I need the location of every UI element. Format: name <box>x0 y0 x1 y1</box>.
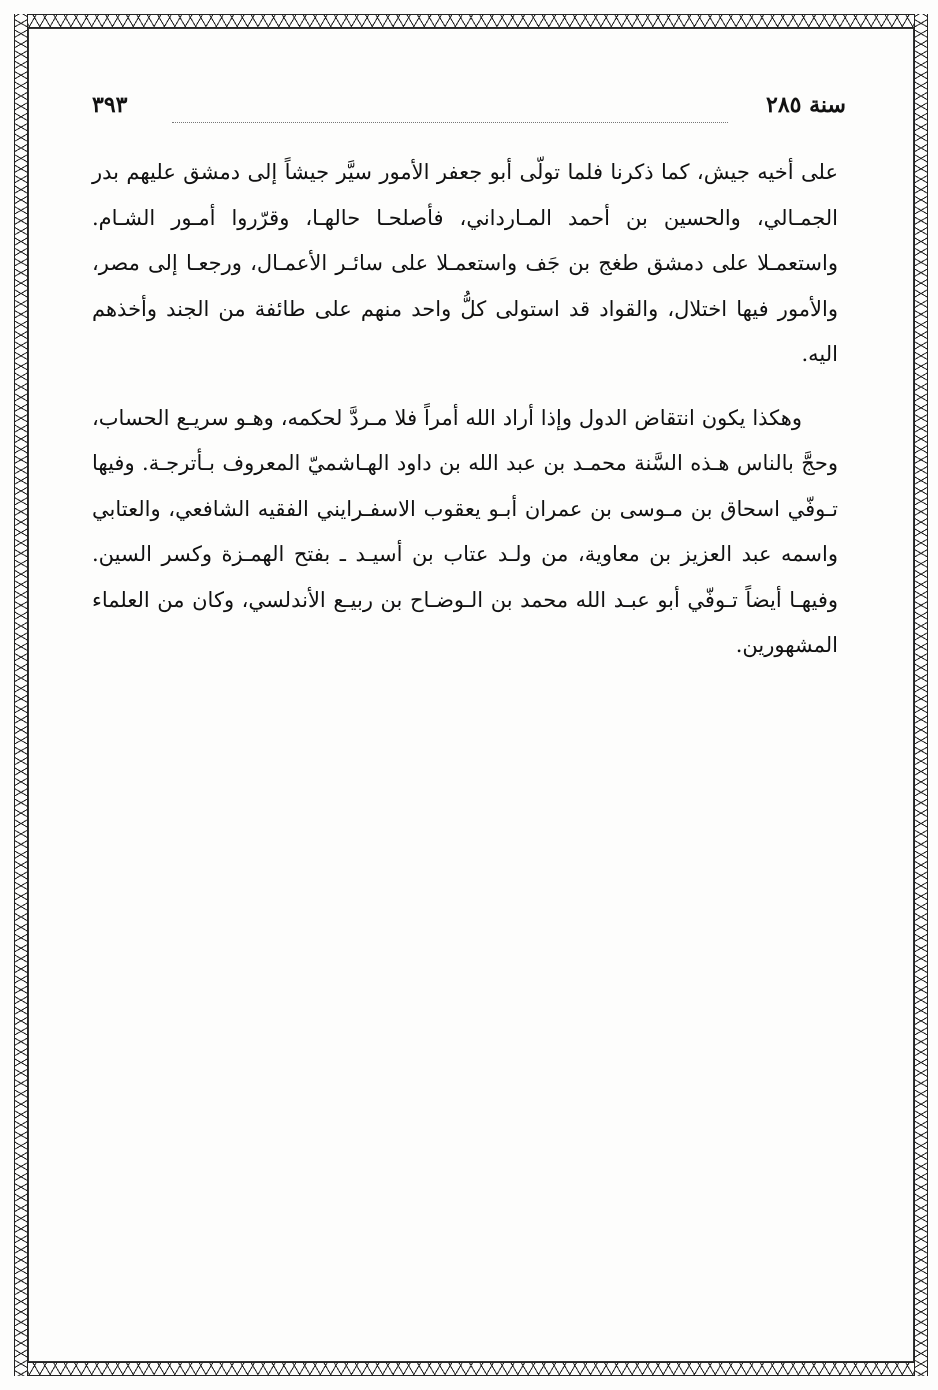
body-text <box>92 150 838 669</box>
scan-speck <box>202 1028 203 1029</box>
ornamental-border-right <box>914 14 928 1376</box>
paragraph: على أخيه جيش، كما ذكرنا فلما تولّى أبو جعفر الأمور سيَّر جيشاً إلى دمشق عليهم بدر الجمـالي، والحسين بن أحمد المـارداني، فأصلحـا حالهـا، وقرّروا أمـور الشـام. واستعمـلا على دمشق طغج بن جَف واستعمـلا على سائـر الأعمـال، ورجعـا إلى مصر، والأمور فيها اختلال، والقواد قد استولى كلُّ واحد منهم على طائفة من الجند وأخذهم اليه. <box>92 160 838 366</box>
running-header <box>92 92 846 132</box>
ornamental-border-bottom <box>14 1362 928 1376</box>
page-number: ٣٩٣ <box>92 92 128 118</box>
ornamental-border-top <box>14 14 928 28</box>
paragraph: وهكذا يكون انتقاض الدول وإذا أراد الله أمراً فلا مـردَّ لحكمه، وهـو سريـع الحساب، وحجَّ بالناس هـذه السَّنة محمـد بن عبد الله بن داود الهـاشميّ المعروف بـأترجـة. وفيها تـوفّي اسحاق بن مـوسى بن عمران أبـو يعقوب الاسفـرايني الفقيه الشافعي، والعتابي واسمه عبد العزيز بن معاوية، من ولـد عتاب بن أسيـد ـ بفتح الهمـزة وكسر السين. وفيهـا أيضاً تـوفّي أبو عبـد الله محمد بن الـوضـاح بن ربيـع الأندلسي، وكان من العلماء المشهورين. <box>92 405 838 657</box>
header-dotted-rule <box>172 122 728 123</box>
header-year-label: سنة ٢٨٥ <box>766 92 846 118</box>
ornamental-border-left <box>14 14 28 1376</box>
